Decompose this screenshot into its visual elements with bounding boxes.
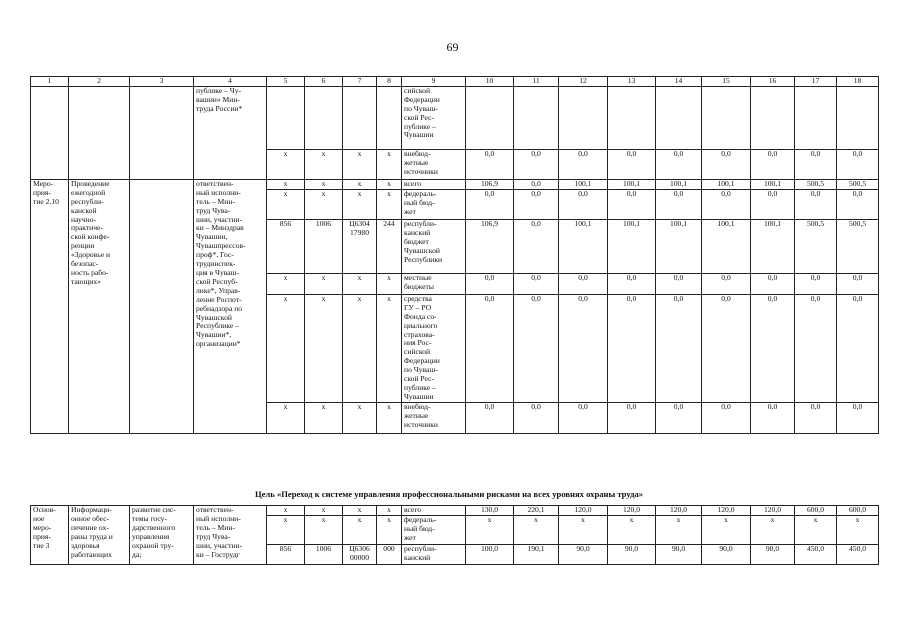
cell-empty — [267, 86, 305, 149]
funding-source: республи- канский бюджет Чувашской Республики — [402, 219, 466, 273]
col-header: 15 — [702, 77, 751, 87]
funding-source: внебюд- жетные источники — [402, 149, 466, 179]
cell-empty — [69, 86, 130, 179]
event-title: Информаци- онное обес- печение ох- раны труда и здоровья работающих — [69, 506, 130, 565]
table-row: x x x x средства ГУ – РО Фонда со- циального страхова- ния Рос- сийской Федерации по Чуваш- ской Рес- публике – Чувашии 0,0 0,0 0,0 0,0 0,0 0,0 0,0 0,0 0,0 — [31, 294, 879, 402]
funding-source: местные бюджеты — [402, 273, 466, 294]
col-header: 9 — [402, 77, 466, 87]
column-number-row — [31, 77, 879, 87]
col-header: 18 — [837, 77, 879, 87]
budget-code: Ц6306 00000 — [343, 545, 377, 565]
table-row: x x x x местные бюджеты 0,0 0,0 0,0 0,0 0,0 0,0 0,0 0,0 0,0 — [31, 273, 879, 294]
table-row: 856 1006 Ц6306 00000 000 республи- канский 100,0 190,1 90,0 90,0 90,0 90,0 90,0 450,0 450,0 — [31, 545, 879, 565]
col-header: 1 — [31, 77, 69, 87]
event-goal: развитие сис- темы госу- дарственного управления охраной тру- да; — [130, 506, 194, 565]
table-row: x x x x федераль- ный бюд- жет 0,0 0,0 0,0 0,0 0,0 0,0 0,0 0,0 0,0 — [31, 189, 879, 219]
col-header: 2 — [69, 77, 130, 87]
executor-text: ответствен- ный исполни- тель – Мин- труд Чува- шии, участни- ки – Гострудг — [194, 506, 267, 565]
goal-heading: Цель «Переход к системе управления профессиональными рисками на всех уровнях охраны труда» — [254, 489, 644, 499]
funding-source: федераль- ный бюд- жет — [402, 189, 466, 219]
event-title: Проведение ежегодной республи- канской научно- практиче- ской конфе- ренции «Здоровье и безопас- ность рабо- тающих» — [69, 179, 130, 433]
col-header: 13 — [608, 77, 656, 87]
funding-source: федераль- ный бюд- жет — [402, 516, 466, 545]
cell-empty — [130, 86, 194, 179]
funding-source: всего — [402, 506, 466, 516]
col-header: 6 — [305, 77, 343, 87]
table-row: Меро- прия- тие 2.10 Проведение ежегодной республи- канской научно- практиче- ской конфе- ренции «Здоровье и безопас- ность рабо- тающих» ответствен- ный исполни- тель – Мин- труд Чува- шии, участни- ки – Минздрав Чувашии, Чувашпрессов- проф*, Гос- трудинспек- ция в Чуваш- ской Респуб- лике*, Управ- ление Роспот- ребнадзора по Чувашской Республике – Чувашии*, организации* x x x x всего 106,9 0,0 100,1 100,1 100,1 100,1 100,1 500,5 500,5 — [31, 179, 879, 189]
cell-empty — [377, 86, 402, 149]
table-row: x x x x федераль- ный бюд- жет x x x x x x x x x — [31, 516, 879, 545]
table-row: 856 1006 Ц6304 17980 244 республи- канский бюджет Чувашской Республики 106,9 0,0 100,1 100,1 100,1 100,1 100,1 500,5 500,5 — [31, 219, 879, 273]
col-header: 4 — [194, 77, 267, 87]
col-header: 14 — [656, 77, 702, 87]
funding-source: средства ГУ – РО Фонда со- циального страхова- ния Рос- сийской Федерации по Чуваш- ской Рес- публике – Чувашии — [402, 294, 466, 402]
col-header: 16 — [751, 77, 795, 87]
col-header: 11 — [514, 77, 559, 87]
col-header: 12 — [559, 77, 608, 87]
table-row: x x x x внебюд- жетные источники 0,0 0,0 0,0 0,0 0,0 0,0 0,0 0,0 0,0 — [31, 402, 879, 433]
cell-empty — [31, 86, 69, 179]
executor-text: публике – Чу- вашии» Мин- труда России* — [194, 86, 267, 179]
funding-source: всего — [402, 179, 466, 189]
page-number: 69 — [446, 40, 459, 54]
executor-text: ответствен- ный исполни- тель – Мин- труд Чува- шии, участни- ки – Минздрав Чувашии, Чувашпрессов- проф*, Гос- трудинспек- ция в Чуваш- ской Респуб- лике*, Управ- ление Роспот- ребнадзора по Чувашской Республике – Чувашии*, организации* — [194, 179, 267, 433]
funding-source: сийской Федерации по Чуваш- ской Рес- публике – Чувашии — [402, 86, 466, 149]
table-row: Основ- ное меро- прия- тие 3 Информаци- онное обес- печение ох- раны труда и здоровья работающих развитие сис- темы госу- дарственного управления охраной тру- да; ответствен- ный исполни- тель – Мин- труд Чува- шии, участни- ки – Гострудг x x x x всего 130,0 220,1 120,0 120,0 120,0 120,0 120,0 600,0 600,0 — [31, 506, 879, 516]
col-header: 5 — [267, 77, 305, 87]
col-header: 7 — [343, 77, 377, 87]
budget-table-continued — [30, 505, 879, 565]
cell-empty — [343, 86, 377, 149]
budget-table — [30, 76, 879, 434]
cell-empty — [130, 179, 194, 433]
funding-source: внебюд- жетные источники — [402, 402, 466, 433]
event-label: Меро- прия- тие 2.10 — [31, 179, 69, 433]
event-label: Основ- ное меро- прия- тие 3 — [31, 506, 69, 565]
funding-source: республи- канский — [402, 545, 466, 565]
col-header: 3 — [130, 77, 194, 87]
table-row: x x x x внебюд- жетные источники 0,0 0,0 0,0 0,0 0,0 0,0 0,0 0,0 0,0 — [31, 149, 879, 179]
col-header: 17 — [795, 77, 837, 87]
table-row — [31, 86, 879, 149]
col-header: 8 — [377, 77, 402, 87]
cell-empty — [305, 86, 343, 149]
col-header: 10 — [466, 77, 514, 87]
budget-code: Ц6304 17980 — [343, 219, 377, 273]
